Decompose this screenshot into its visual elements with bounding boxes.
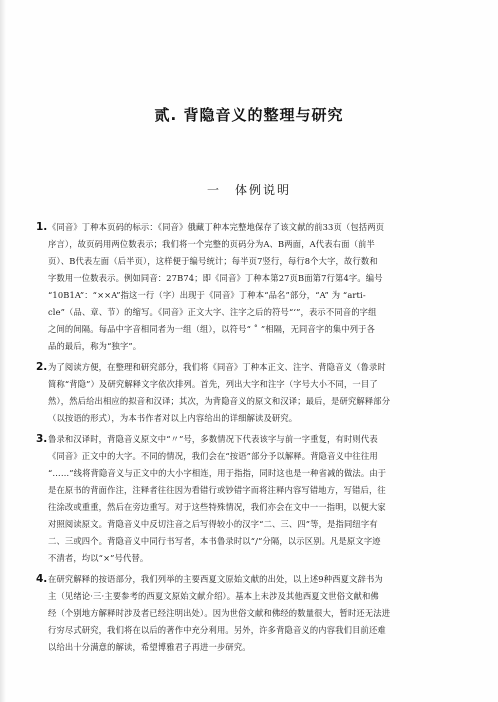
text-line: “……”线将背隐音义与正文中的大小字相连，用于指指，同时这也是一种省减的做法。由于 (48, 468, 387, 478)
text-line: cle”（品、章、节）的缩写。《同音》正文大字、注字之后的符号“‘”，表示不同音的字组 (48, 307, 377, 317)
paragraph-lines (48, 571, 456, 656)
section-title: 一 体例说明 (206, 183, 291, 197)
paragraph-number: 1. (36, 221, 48, 233)
text-line: “10B1A”：“××A”指这一行（字）出现于《同音》丁种本“品名”部分，“A” 为 “arti- (48, 290, 366, 300)
text-line: 字数用一位数表示。例如同音：27B74；即《同音》丁种本第27页B面第7行第4字。编号 (48, 273, 383, 283)
text-line: 品的最后，称为“独字”。 (48, 341, 142, 351)
text-line: 以给出十分满意的解读，希望博雅君子再进一步研究。 (48, 642, 251, 652)
text-line: 之间的间隔。每品中字音相同者为一组（组），以符号“ ˚ ”相隔，无同音字的集中列于各 (48, 324, 376, 334)
text-line: 不清者，均以“×”号代替。 (48, 553, 149, 563)
text-line: 在研究解释的按语部分，我们列举的主要西夏文原始文献的出处，以上述9种西夏文辞书为 (48, 574, 383, 584)
paragraph-lines (48, 359, 456, 427)
paragraph (36, 571, 456, 656)
text-line: 往涂改或重重，然后在旁边重写。对于这些特殊情况，我们亦会在文中一一指明，以便大家 (48, 502, 386, 512)
text-line: 《同音》正文中的大字。不同的情况，我们会在“按语”部分予以解释。背隐音义中往往用 (48, 451, 378, 461)
text-line: 序言），故页码用两位数表示；我们将一个完整的页码分为A、B两面，A代表右面（前半 (48, 239, 375, 249)
paragraph-number: 4. (36, 573, 48, 585)
paragraph-number: 3. (36, 433, 48, 445)
paragraph (36, 359, 456, 427)
paragraph-number: 2. (36, 361, 48, 373)
paragraph (36, 431, 456, 567)
text-line: 然），然后给出相应的拟音和汉译；其次，为背隐音义的原文和汉译；最后，是研究解释部分 (48, 396, 391, 406)
text-line: 鲁录和汉译时，背隐音义原文中“〃”号，多数情况下代表该字与前一字重复，有时则代表 (48, 434, 378, 444)
text-line: 为了阅读方便，在整理和研究部分，我们将《同音》丁种本正文、注字、背隐音义（鲁录时 (48, 362, 386, 372)
text-line: 是在原书的背面作注，注释者往往因为看错行或钞错字而将注释内容写错地方，写错后，往 (48, 485, 386, 495)
text-line: 二、三或四个。背隐音义中同行书写者，本书鲁录时以“/”分隔，以示区别。凡是原文字迹 (48, 536, 381, 546)
text-line: 行穷尽式研究，我们将在以后的著作中充分利用。另外，许多背隐音义的内容我们目前还难 (48, 625, 386, 635)
paragraph-lines (48, 219, 456, 355)
text-line: （以按语的形式），为本书作者对以上内容给出的详细解读及研究。 (48, 413, 298, 423)
text-line: 简称“背隐”）及研究解释文字依次排列。首先，列出大字和注字（字号大小不同，一目了 (48, 379, 378, 389)
text-line: 经（个别地方解释时涉及者已经注明出处）。因为世俗文献和佛经的数量很大，暂时还无法进 (48, 608, 391, 618)
chapter-title: 贰. 背隐音义的整理与研究 (154, 106, 344, 124)
text-line: 对照阅读原文。背隐音义中反切注音之后写得较小的汉字“二、三、四”等，是指同纽字有 (48, 519, 378, 529)
paragraph-lines (48, 431, 456, 567)
text-line: 主（见绪论·三·主要参考的西夏文原始文献介绍）。基本上未涉及其他西夏文世俗文献和佛 (48, 591, 379, 601)
paragraph (36, 219, 456, 355)
text-line: 《同音》丁种本页码的标示：《同音》俄藏丁种本完整地保存了该文献的前33页（包括两页 (48, 222, 385, 232)
body-text (36, 219, 456, 660)
text-line: 页）、B代表左面（后半页），这样便于编号统计；每半页7竖行，每行8个大字，故行数和 (48, 256, 378, 266)
